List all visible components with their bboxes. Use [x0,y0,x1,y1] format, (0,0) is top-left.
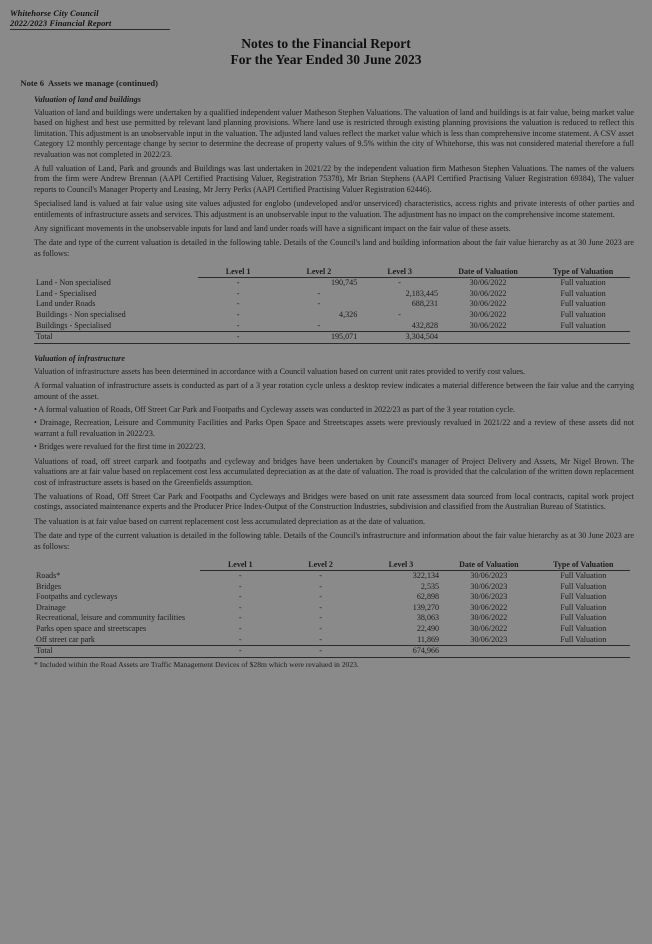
cell-level2: 4,326 [339,310,358,320]
row-label: Land under Roads [36,299,96,309]
header-divider [10,29,170,30]
title-line-2: For the Year Ended 30 June 2023 [230,52,422,67]
col-header-level1: Level 1 [198,267,279,278]
col-header-level3: Level 3 [361,560,441,571]
cell-date: 30/06/2023 [470,581,508,591]
row-label: Parks open space and streetscapes [36,623,147,633]
total-level2: - [280,646,360,658]
total-level3: 3,304,504 [359,332,440,344]
table-row [34,592,630,603]
table-row [34,613,630,624]
cell-level1: - [236,278,240,288]
table-row [34,278,630,289]
cell-date: 30/06/2022 [470,623,508,633]
col-header-level2: Level 2 [279,267,360,278]
cell-type: Full Valuation [560,634,607,644]
cell-level3: 11,869 [417,634,440,644]
paragraph: The valuation is at fair value based on current replacement cost less accumulated depreciation as at the date of valuation. [34,516,426,526]
table-row [34,310,630,321]
land-and-buildings-table [34,267,630,344]
col-header-blank [34,560,200,571]
cell-date: 30/06/2022 [469,299,507,309]
cell-level3: 2,535 [420,581,440,591]
section-heading-land: Valuation of land and buildings [34,95,141,104]
bullet-item: • A formal valuation of Roads, Off Street Car Park and Footpaths and Cycleway assets was conducted in 2022/23 as part of the 3 year rotation cycle. [34,405,515,415]
table-row [34,321,630,332]
cell-type: Full Valuation [560,602,607,612]
cell-level1: - [236,310,240,320]
cell-level2: - [319,634,322,644]
total-date [441,646,537,658]
cell-type: Full valuation [560,278,606,288]
total-level3: 674,966 [361,646,441,658]
cell-level1: - [238,570,242,580]
cell-date: 30/06/2023 [470,634,508,644]
total-date [440,332,536,344]
cell-level2: - [319,623,322,633]
cell-level2: - [319,581,322,591]
cell-date: 30/06/2022 [469,320,507,330]
cell-level3: - [398,278,401,288]
cell-date: 30/06/2023 [470,570,508,580]
paragraph: The valuations of Road, Off Street Car Park and Footpaths and Cycleways and Bridges were based on unit rate assessment data sourced from local contracts, capital work project costings, associated maintenance experts and the Producer Price Index-Output of the Construction Industries, subdivision and classified from the Australian Bureau of Statistics. [34,491,634,512]
table-row [34,570,630,581]
cell-level2: - [319,613,322,623]
cell-level3: - [398,310,401,320]
cell-type: Full Valuation [560,623,607,633]
paragraph: A formal valuation of infrastructure assets is conducted as part of a 3 year rotation cycle unless a desktop review indicates a material difference between the fair value and the carrying amount of the asset. [34,381,634,401]
paragraph: Specialised land is valued at fair value using site values adjusted for englobo (undeveloped and/or unserviced) characteristics, access rights and private interests of other parties and entitlements of infrastructure assets and services. This adjustment is an unobservable input to the valuation. The adjustment has no impact on the comprehensive income statement. [34,199,634,219]
cell-type: Full Valuation [560,581,607,591]
paragraph: Any significant movements in the unobservable inputs for land and land under roads will have a significant impact on the fair value of these assets. [34,224,511,234]
cell-level3: 38,063 [416,613,440,623]
paragraph: The date and type of the current valuation is detailed in the following table. Details of the Council's land and building information about the fair value hierarchy as at 30 June 2023 are as follows: [34,238,634,258]
row-label: Roads* [36,570,61,580]
cell-level3: 688,231 [411,299,439,309]
row-label: Land - Non specialised [36,278,111,288]
col-header-level2: Level 2 [280,560,360,571]
cell-date: 30/06/2022 [470,602,508,612]
col-header-date-of-valuation: Date of Valuation [440,267,536,278]
paragraph: Valuation of infrastructure assets has been determined in accordance with a Council valuation based on current unit rates provided to verify cost values. [34,366,526,376]
table-header-row [34,560,630,571]
infrastructure-table [34,560,630,658]
col-header-blank [34,267,198,278]
cell-date: 30/06/2022 [469,278,507,288]
total-type [536,332,630,344]
cell-level1: - [238,634,242,644]
bullet-item: • Drainage, Recreation, Leisure and Community Facilities and Parks Open Space and Streetscapes assets were previously revalued in 2021/22 and a review of these assets did not warrant a full revaluation in 2022/23. [34,418,634,438]
paragraph: The date and type of the current valuation is detailed in the following table. Details of the Council's infrastructure and information about the fair value hierarchy as at 30 June 2023 are as follows: [34,531,634,551]
col-header-type-of-valuation: Type of Valuation [536,267,630,278]
table-footnote: * Included within the Road Assets are Traffic Management Devices of $28m which were revalued in 2023. [34,659,359,669]
cell-type: Full valuation [560,320,606,330]
cell-level1: - [236,299,240,309]
table-total-row [34,332,630,344]
row-label: Buildings - Non specialised [36,310,126,320]
table-row [34,299,630,310]
cell-level2: - [319,592,322,602]
paragraph: A full valuation of Land, Park and grounds and Buildings was last undertaken in 2021/22 by the independent valuation firm Matheson Stephen Valuations. The names of the valuers from the firm were Andrew Brennan (AAPI Certified Practising Valuer, Registration 75378), Mr Brian Stephens (AAPI Certified Practising Valuer Registration 69384), The valuer reports to Council's Manager Property and Leasing, Mr Jerry Perks (AAPI Certified Practising Valuer Registration 62446). [34,164,634,194]
table-total-row [34,646,630,658]
table-row [34,635,630,646]
row-label: Buildings - Specialised [36,320,112,330]
cell-date: 30/06/2022 [470,613,508,623]
cell-level3: 139,270 [412,602,440,612]
cell-type: Full valuation [560,288,606,298]
cell-level1: - [238,623,242,633]
cell-level3: 2,183,445 [405,288,439,298]
cell-date: 30/06/2022 [469,310,507,320]
cell-level2: - [317,320,321,330]
table-row [34,582,630,593]
cell-date: 30/06/2023 [470,592,508,602]
total-type [537,646,630,658]
cell-date: 30/06/2022 [469,288,507,298]
total-level2: 195,071 [279,332,360,344]
cell-level2: - [319,570,322,580]
cell-level3: 62,898 [416,592,440,602]
cell-level1: - [238,613,242,623]
cell-level3: 432,828 [411,320,439,330]
cell-type: Full valuation [560,299,606,309]
table-row [34,603,630,614]
cell-level3: 322,134 [412,570,440,580]
col-header-level1: Level 1 [200,560,280,571]
row-label: Footpaths and cycleways [36,592,118,602]
table-header-row [34,267,630,278]
row-label: Bridges [36,581,62,591]
cell-type: Full valuation [560,310,606,320]
header-council-name: Whitehorse City Council [10,8,99,18]
total-label: Total [34,646,200,658]
cell-level2: - [319,602,322,612]
cell-level2: 190,745 [330,278,358,288]
cell-level2: - [317,288,321,298]
title-line-1: Notes to the Financial Report [241,36,411,51]
total-label: Total [34,332,198,344]
cell-type: Full Valuation [560,570,607,580]
row-label: Drainage [36,602,66,612]
table-row [34,289,630,300]
note-heading [0,78,642,88]
bullet-item: • Bridges were revalued for the first time in 2022/23. [34,442,206,452]
page-title [10,36,642,68]
cell-type: Full Valuation [560,592,607,602]
col-header-type-of-valuation: Type of Valuation [537,560,630,571]
col-header-date-of-valuation: Date of Valuation [441,560,537,571]
cell-type: Full Valuation [560,613,607,623]
note-number: Note 6 [20,78,44,88]
row-label: Off street car park [36,634,95,644]
page-header [10,8,642,30]
total-level1: - [200,646,280,658]
cell-level1: - [236,320,240,330]
cell-level2: - [317,299,321,309]
row-label: Land - Specialised [36,288,97,298]
section-heading-infrastructure: Valuation of infrastructure [34,353,125,363]
col-header-level3: Level 3 [359,267,440,278]
paragraph: Valuations of road, off street carpark and footpaths and cycleway and bridges have been undertaken by Council's manager of Project Delivery and Assets, Mr Nigel Brown. The valuations are at fair value based on replacement cost less accumulated depreciation as at the date of valuation. The road is provided that the calculation of the written down replacement cost of infrastructure assets is based on the Greenfields assumption. [34,456,634,487]
cell-level3: 22,490 [416,623,440,633]
paragraph: Valuation of land and buildings were undertaken by a qualified independent valuer Matheson Stephen Valuations. The valuation of land and buildings is at fair value, being market value based on highest and best use permitted by relevant land planning provisions. Where land use is restricted through existing planning provisions the valuation is reduced to reflect this limitation. This adjustment is an unobservable input in the valuation. The adjusted land values reflect the market value which is less than comprehensive income statement. A CSV asset Category 12 monthly percentage change by sector to determine the decrease of property values of 9.5% within the city of Whitehorse, this was not considered material therefore a full revaluation was not completed in 2022/23. [34,108,634,159]
row-label: Recreational, leisure and community facilities [36,613,186,623]
cell-level1: - [238,581,242,591]
cell-level1: - [236,288,240,298]
cell-level1: - [238,592,242,602]
table-row [34,624,630,635]
cell-level1: - [238,602,242,612]
header-report-name: 2022/2023 Financial Report [10,18,112,28]
total-level1: - [198,332,279,344]
note-title: Assets we manage (continued) [48,78,159,88]
